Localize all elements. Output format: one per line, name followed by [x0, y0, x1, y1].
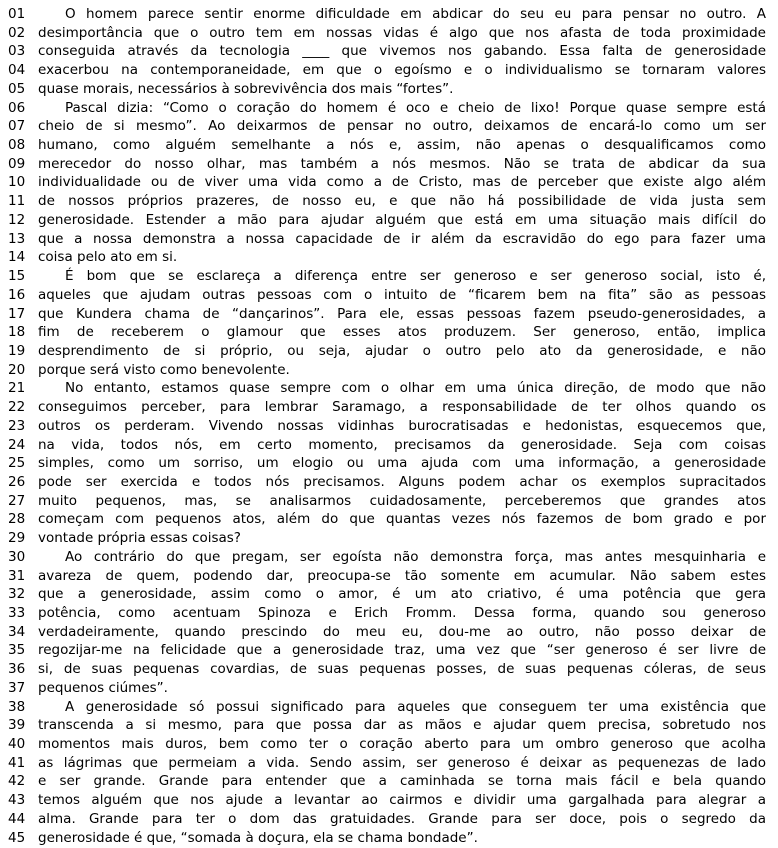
text-line	[8, 42, 766, 61]
line-number: 42	[8, 773, 26, 790]
text-line	[8, 548, 766, 567]
text-line	[8, 641, 766, 660]
line-text: exacerbou na contemporaneidade, em que o egoísmo e o individualismo se tornaram valores	[38, 62, 766, 79]
line-number: 14	[8, 249, 26, 266]
line-text: temos alguém que nos ajude a levantar ao cairmos e dividir uma gargalhada para alegrar a	[38, 792, 766, 809]
line-number: 32	[8, 586, 26, 603]
line-number: 40	[8, 736, 26, 753]
text-line	[8, 492, 766, 511]
text-line	[8, 604, 766, 623]
line-text: É bom que se esclareça a diferença entre ser generoso e ser generoso social, isto é,	[65, 268, 766, 285]
line-text: momentos mais duros, bem como ter o coração aberto para um ombro generoso que acolha	[38, 736, 766, 753]
text-line	[8, 361, 766, 380]
line-number: 26	[8, 473, 26, 490]
text-line	[8, 473, 766, 492]
line-text: A generosidade só possui significado para aqueles que conseguem ter uma existência que	[65, 698, 766, 715]
line-text: coisa pelo ato em si.	[38, 249, 178, 266]
text-line	[8, 698, 766, 717]
text-line	[8, 342, 766, 361]
line-text: que a generosidade, assim como o amor, é um ato criativo, é uma potência que gera	[38, 586, 766, 603]
line-text: cheio de si mesmo”. Ao deixarmos de pensar no outro, deixamos de encará-lo como um ser	[38, 118, 766, 135]
text-line	[8, 510, 766, 529]
line-text: verdadeiramente, quando prescindo do meu eu, dou-me ao outro, não posso deixar de	[38, 623, 766, 640]
text-line	[8, 735, 766, 754]
line-number: 02	[8, 24, 26, 41]
line-number: 29	[8, 530, 26, 547]
text-line	[8, 829, 766, 848]
line-text: avareza de quem, podendo dar, preocupa-se tão somente em acumular. Não sabem estes	[38, 567, 766, 584]
text-line	[8, 80, 766, 99]
line-text: desimportância que o outro tem em nossas vidas é algo que nos afasta de toda proximidade	[38, 24, 766, 41]
line-text: quase morais, necessários à sobrevivência dos mais “fortes”.	[38, 80, 454, 97]
text-line	[8, 192, 766, 211]
line-number: 43	[8, 792, 26, 809]
text-line	[8, 379, 766, 398]
line-text: si, de suas pequenas covardias, de suas pequenas posses, de suas pequenas cóleras, de seus	[38, 661, 766, 678]
line-number: 04	[8, 62, 26, 79]
line-text: outros os perderam. Vivendo nossas vidinhas burocratisadas e hedonistas, esquecemos que,	[38, 417, 766, 434]
text-line	[8, 810, 766, 829]
line-number: 20	[8, 361, 26, 378]
line-text: vontade própria essas coisas?	[38, 530, 241, 547]
text-line	[8, 585, 766, 604]
text-line	[8, 623, 766, 642]
text-line	[8, 136, 766, 155]
text-line	[8, 24, 766, 43]
line-text: potência, como acentuam Spinoza e Erich Fromm. Dessa forma, quando sou generoso	[38, 605, 766, 621]
line-number: 35	[8, 642, 26, 659]
line-number: 38	[8, 698, 26, 715]
line-text: merecedor do nosso olhar, mas também a nós mesmos. Não se trata de abdicar da sua	[38, 155, 766, 172]
line-number: 10	[8, 174, 26, 191]
text-line	[8, 305, 766, 324]
text-line	[8, 398, 766, 417]
line-number: 44	[8, 810, 26, 827]
text-line	[8, 267, 766, 286]
text-line	[8, 417, 766, 436]
line-number: 17	[8, 305, 26, 322]
line-number: 16	[8, 286, 26, 303]
line-text: pode ser exercida e todos nós precisamos. Alguns podem achar os exemplos supracitados	[38, 473, 766, 490]
line-text: e ser grande. Grande para entender que a caminhada se torna mais fácil e bela quando	[38, 773, 766, 790]
text-body	[8, 5, 766, 847]
line-number: 45	[8, 829, 26, 846]
text-line	[8, 155, 766, 174]
text-line	[8, 436, 766, 455]
text-line	[8, 61, 766, 80]
line-number: 36	[8, 661, 26, 678]
text-line	[8, 454, 766, 473]
line-number: 21	[8, 380, 26, 397]
line-number: 27	[8, 492, 26, 509]
line-number: 31	[8, 567, 26, 584]
line-text: individualidade ou de viver uma vida como a de Cristo, mas de perceber que existe algo além	[38, 174, 766, 191]
line-text: que a nossa demonstra a nossa capacidade de ir além da escravidão do ego para fazer uma	[38, 230, 766, 247]
line-text: porque será visto como benevolente.	[38, 361, 290, 378]
line-text: No entanto, estamos quase sempre com o olhar em uma única direção, de modo que não	[65, 380, 766, 397]
text-line	[8, 716, 766, 735]
text-line	[8, 567, 766, 586]
line-text: alma. Grande para ter o dom das gratuidades. Grande para ser doce, pois o segredo da	[38, 810, 766, 827]
line-number: 41	[8, 754, 26, 771]
line-number: 19	[8, 342, 26, 359]
text-line	[8, 230, 766, 249]
line-number: 37	[8, 679, 26, 696]
line-number: 22	[8, 399, 26, 416]
line-text: simples, como um sorriso, um elogio ou uma ajuda com uma informação, a generosidade	[38, 455, 766, 472]
text-line	[8, 323, 766, 342]
line-text: pequenos ciúmes”.	[38, 679, 168, 696]
text-line	[8, 772, 766, 791]
text-line	[8, 791, 766, 810]
line-text: que Kundera chama de “dançarinos”. Para ele, essas pessoas fazem pseudo-generosidades, a	[38, 305, 766, 322]
text-line	[8, 99, 766, 118]
line-text: transcenda a si mesmo, para que possa dar as mãos e ajudar quem precisa, sobretudo nos	[38, 717, 766, 734]
line-number: 03	[8, 43, 26, 60]
text-line	[8, 173, 766, 192]
line-number: 13	[8, 230, 26, 247]
line-number: 23	[8, 417, 26, 434]
line-number: 08	[8, 137, 26, 154]
line-number: 15	[8, 268, 26, 285]
line-text: generosidade. Estender a mão para ajudar alguém que está em uma situação mais difícil do	[38, 211, 766, 228]
line-number: 25	[8, 455, 26, 472]
text-line	[8, 679, 766, 698]
line-text: humano, como alguém semelhante a nós e, assim, não apenas o desqualificamos como	[38, 137, 766, 154]
line-number: 39	[8, 717, 26, 734]
line-text: desprendimento de si próprio, ou seja, ajudar o outro pelo ato da generosidade, e não	[38, 342, 766, 359]
line-number: 12	[8, 211, 26, 228]
text-line	[8, 117, 766, 136]
line-text: Pascal dizia: “Como o coração do homem é oco e cheio de lixo! Porque quase sempre está	[65, 99, 766, 116]
line-text: regozijar-me na felicidade que a generosidade traz, uma vez que “ser generoso é ser livre de	[38, 642, 766, 659]
line-text: generosidade é que, “somada à doçura, ela se chama bondade”.	[38, 829, 478, 846]
text-line	[8, 211, 766, 230]
line-number: 18	[8, 324, 26, 341]
text-line	[8, 529, 766, 548]
line-text: as lágrimas que permeiam a vida. Sendo assim, ser generoso é deixar as pequenezas de lado	[38, 754, 766, 771]
line-number: 33	[8, 605, 26, 621]
text-line	[8, 5, 766, 24]
text-line	[8, 248, 766, 267]
line-text: na vida, todos nós, em certo momento, precisamos da generosidade. Seja com coisas	[38, 436, 766, 453]
line-number: 01	[8, 6, 26, 22]
line-text: aqueles que ajudam outras pessoas com o intuito de “ficarem bem na fita” são as pessoas	[38, 286, 766, 303]
line-text: Ao contrário do que pregam, ser egoísta não demonstra força, mas antes mesquinharia e	[65, 548, 766, 565]
line-text: conseguida através da tecnologia ____ que vivemos nos gabando. Essa falta de generosidade	[38, 43, 766, 60]
line-number: 28	[8, 511, 26, 528]
text-line	[8, 286, 766, 305]
text-line	[8, 754, 766, 773]
line-number: 05	[8, 80, 26, 97]
line-text: conseguimos perceber, para lembrar Saramago, a responsabilidade de ter olhos quando os	[38, 399, 766, 416]
line-number: 09	[8, 155, 26, 172]
line-text: começam com pequenos atos, além do que quantas vezes nós fazemos de bom grado e por	[38, 511, 766, 528]
line-number: 11	[8, 193, 26, 210]
line-number: 34	[8, 623, 26, 640]
line-text: de nossos próprios prazeres, de nosso eu, e que não há possibilidade de vida justa sem	[38, 193, 766, 210]
line-number: 06	[8, 99, 26, 116]
line-text: muito pequenos, mas, se analisarmos cuidadosamente, perceberemos que grandes atos	[38, 492, 766, 509]
text-line	[8, 660, 766, 679]
line-text: O homem parece sentir enorme dificuldade em abdicar do seu eu para pensar no outro. A	[65, 6, 766, 22]
line-number: 30	[8, 548, 26, 565]
line-number: 24	[8, 436, 26, 453]
line-text: fim de receberem o glamour que esses atos produzem. Ser generoso, então, implica	[38, 324, 766, 341]
line-number: 07	[8, 118, 26, 135]
